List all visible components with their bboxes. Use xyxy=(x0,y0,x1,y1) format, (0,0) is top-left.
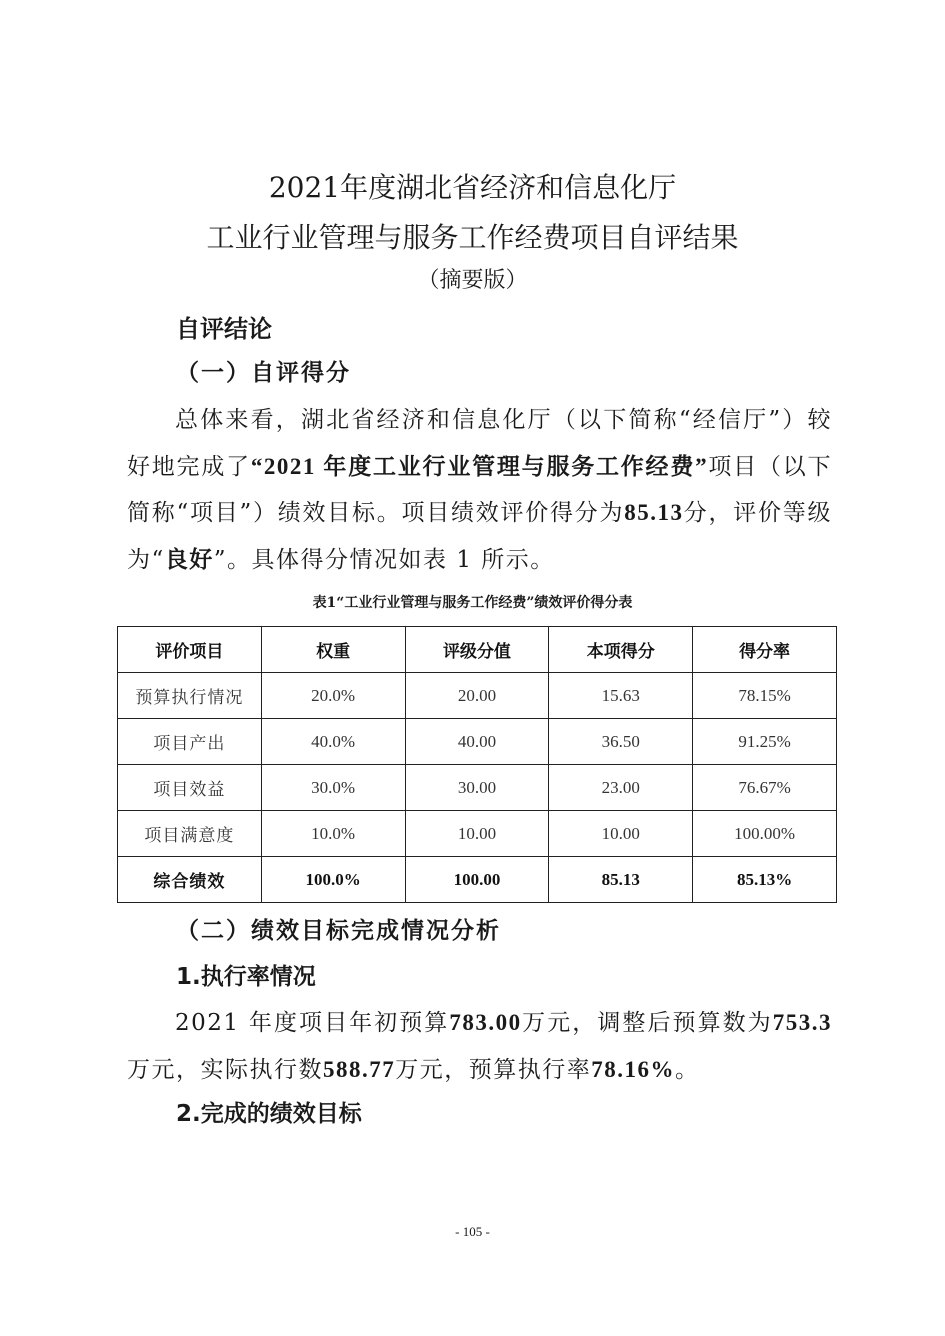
cell-item: 项目满意度 xyxy=(118,811,262,857)
cell-rating: 10.00 xyxy=(405,811,549,857)
table-row xyxy=(118,719,837,765)
item-execution-rate: 1.执行率情况 xyxy=(176,964,316,990)
header-cell: 得分率 xyxy=(693,627,837,673)
execution-rate: 78.16% xyxy=(591,1056,675,1082)
item-completed-goals: 2.完成的绩效目标 xyxy=(176,1101,362,1127)
summary-paragraph xyxy=(127,397,832,583)
cell-rate: 85.13% xyxy=(693,857,837,903)
table-row xyxy=(118,673,837,719)
cell-rate: 100.00% xyxy=(693,811,837,857)
header-cell: 评价项目 xyxy=(118,627,262,673)
cell-item: 项目效益 xyxy=(118,765,262,811)
cell-weight: 30.0% xyxy=(261,765,405,811)
table-row xyxy=(118,811,837,857)
cell-item: 项目产出 xyxy=(118,719,262,765)
score-table xyxy=(117,626,837,903)
cell-weight: 40.0% xyxy=(261,719,405,765)
cell-score: 85.13 xyxy=(549,857,693,903)
cell-item: 预算执行情况 xyxy=(118,673,262,719)
document-title-line2: 工业行业管理与服务工作经费项目自评结果 xyxy=(206,221,739,254)
grade-value: 良好 xyxy=(164,546,214,572)
header-cell: 本项得分 xyxy=(549,627,693,673)
cell-rate: 78.15% xyxy=(693,673,837,719)
cell-rating: 30.00 xyxy=(405,765,549,811)
text-run: 总体来看，湖北省经济和信息化厅（以下简称“经信厅”）较好地完成了 xyxy=(127,407,832,480)
cell-rating: 20.00 xyxy=(405,673,549,719)
document-title-line1: 2021年度湖北省经济和信息化厅 xyxy=(268,171,677,204)
subsection-goal-analysis: （二）绩效目标完成情况分析 xyxy=(176,918,501,944)
actual-execution: 588.77 xyxy=(323,1056,396,1082)
section-heading: 自评结论 xyxy=(176,315,272,343)
header-cell: 权重 xyxy=(261,627,405,673)
subsection-self-score: （一）自评得分 xyxy=(176,360,351,386)
cell-weight: 20.0% xyxy=(261,673,405,719)
text-run: ”。具体得分情况如表 1 所示。 xyxy=(213,546,555,573)
cell-score: 36.50 xyxy=(549,719,693,765)
text-run: 。 xyxy=(675,1056,700,1083)
cell-score: 15.63 xyxy=(549,673,693,719)
text-run: 万元，实际执行数 xyxy=(127,1056,323,1083)
page-number: - 105 - xyxy=(455,1224,490,1239)
cell-item: 综合绩效 xyxy=(118,857,262,903)
table-header-row xyxy=(118,627,837,673)
cell-rate: 76.67% xyxy=(693,765,837,811)
header-cell: 评级分值 xyxy=(405,627,549,673)
text-run: 2021 年度项目年初预算 xyxy=(175,1010,450,1036)
text-run: 项目（以下简称“项目”）绩效目标。项目绩效评价得分为 xyxy=(127,453,833,526)
cell-rate: 91.25% xyxy=(693,719,837,765)
cell-rating: 100.00 xyxy=(405,857,549,903)
score-value: 85.13 xyxy=(624,500,684,525)
budget-paragraph xyxy=(127,1000,832,1093)
document-subtitle: （摘要版） xyxy=(417,268,528,293)
adjusted-budget: 753.3 xyxy=(772,1010,832,1035)
project-name-bold: “2021 年度工业行业管理与服务工作经费” xyxy=(250,453,709,479)
cell-score: 10.00 xyxy=(549,811,693,857)
table-row xyxy=(118,765,837,811)
text-run: 万元，预算执行率 xyxy=(395,1056,592,1083)
text-run: 分，评价等级为“ xyxy=(127,500,832,573)
table-total-row xyxy=(118,857,837,903)
cell-weight: 10.0% xyxy=(261,811,405,857)
cell-score: 23.00 xyxy=(549,765,693,811)
cell-rating: 40.00 xyxy=(405,719,549,765)
text-run: 万元，调整后预算数为 xyxy=(521,1010,773,1036)
initial-budget: 783.00 xyxy=(449,1010,522,1035)
cell-weight: 100.0% xyxy=(261,857,405,903)
table-caption: 表1“工业行业管理与服务工作经费”绩效评价得分表 xyxy=(312,595,633,611)
